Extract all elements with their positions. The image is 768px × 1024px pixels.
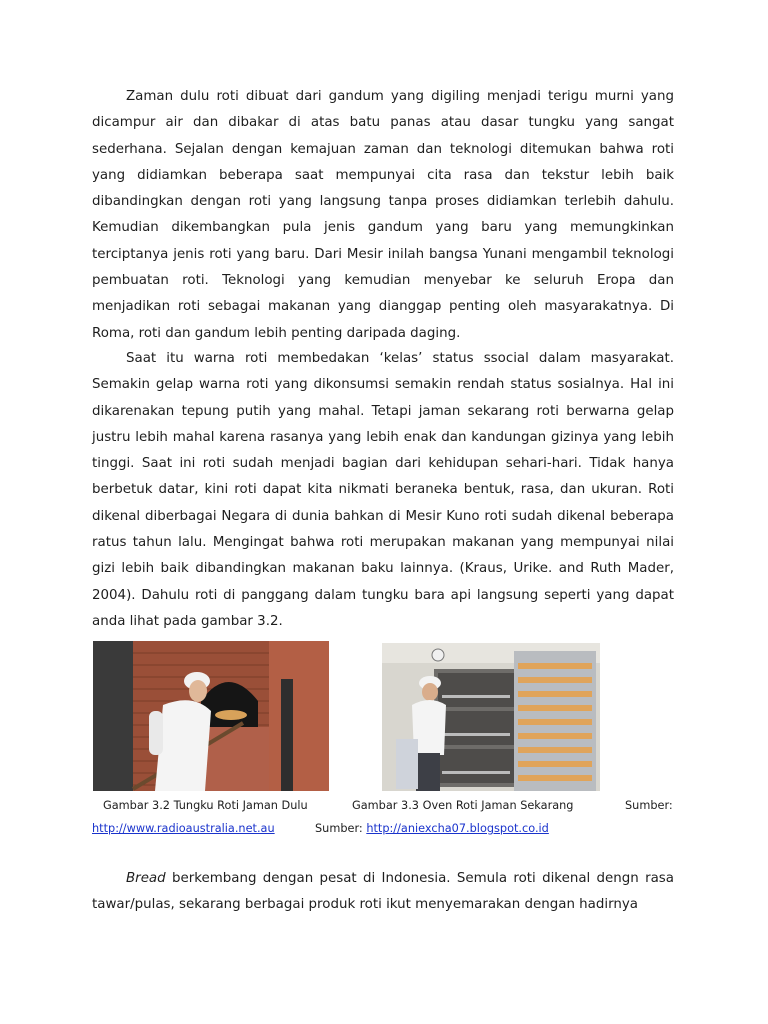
paragraph-3 [92, 866, 674, 919]
figure-3-2-caption: Gambar 3.2 Tungku Roti Jaman Dulu [103, 799, 308, 812]
paragraph-2: Saat itu warna roti membedakan ‘kelas’ status ssocial dalam masyarakat. Semakin gelap warna roti yang dikonsumsi semakin rendah status sosialnya. Hal ini dikarenakan tepung putih yang mahal. Tetapi jaman sekarang roti berwarna gelap justru lebih mahal karena rasanya yang lebih enak dan kandungan gizinya yang lebih tinggi. Saat ini roti sudah menjadi bagian dari kehidupan sehari-hari. Tidak hanya berbetuk datar, kini roti dapat kita nikmati beraneka bentuk, rasa, dan ukuran. Roti dikenal diberbagai Negara di dunia bahkan di Mesir Kuno roti sudah dikenal beberapa ratus tahun lalu. Mengingat bahwa roti merupakan makanan yang mempunyai nilai gizi lebih baik dibandingkan makanan baku lainnya. (Kraus, Urike. and Ruth Mader, 2004). Dahulu roti di panggang dalam tungku bara api langsung seperti yang dapat anda lihat pada gambar 3.2. [92, 351, 674, 629]
modern-oven-illustration [382, 643, 600, 791]
modern-oven-photo [382, 643, 600, 791]
figure-3-3-source-link[interactable]: http://aniexcha07.blogspot.co.id [366, 822, 549, 835]
brick-oven-photo [93, 641, 329, 791]
paragraph-3-text: berkembang dengan pesat di Indonesia. Semula roti dikenal dengn rasa tawar/pulas, sekarang berbagai produk roti ikut menyemarakan dengan hadirnya [92, 871, 674, 913]
brick-oven-illustration [93, 641, 329, 791]
figure-3-2-source-label: Sumber: [625, 799, 673, 812]
figure-3-2-source-link[interactable]: http://www.radioaustralia.net.au [92, 822, 275, 835]
figure-3-3-caption: Gambar 3.3 Oven Roti Jaman Sekarang [352, 799, 574, 812]
figure-3-3-source-label: Sumber: [315, 822, 363, 835]
paragraph-1: Zaman dulu roti dibuat dari gandum yang digiling menjadi terigu murni yang dicampur air dan dibakar di atas batu panas atau dasar tungku yang sangat sederhana. Sejalan dengan kemajuan zaman dan teknologi ditemukan bahwa roti yang didiamkan beberapa saat mempunyai cita rasa dan tekstur lebih baik dibandingkan dengan roti yang langsung tanpa proses didiamkan terlebih dahulu. Kemudian dikembangkan pula jenis gandum yang baru yang memungkinkan terciptanya jenis roti yang baru. Dari Mesir inilah bangsa Yunani mengambil teknologi pembuatan roti. Teknologi yang kemudian menyebar ke seluruh Eropa dan menjadikan roti sebagai makanan yang dianggap penting oleh masyarakatnya. Di Roma, roti dan gandum lebih penting daripada daging. [92, 89, 674, 341]
paragraph-3-italic-term: Bread [126, 871, 166, 886]
figure-3-3-source [315, 822, 549, 835]
